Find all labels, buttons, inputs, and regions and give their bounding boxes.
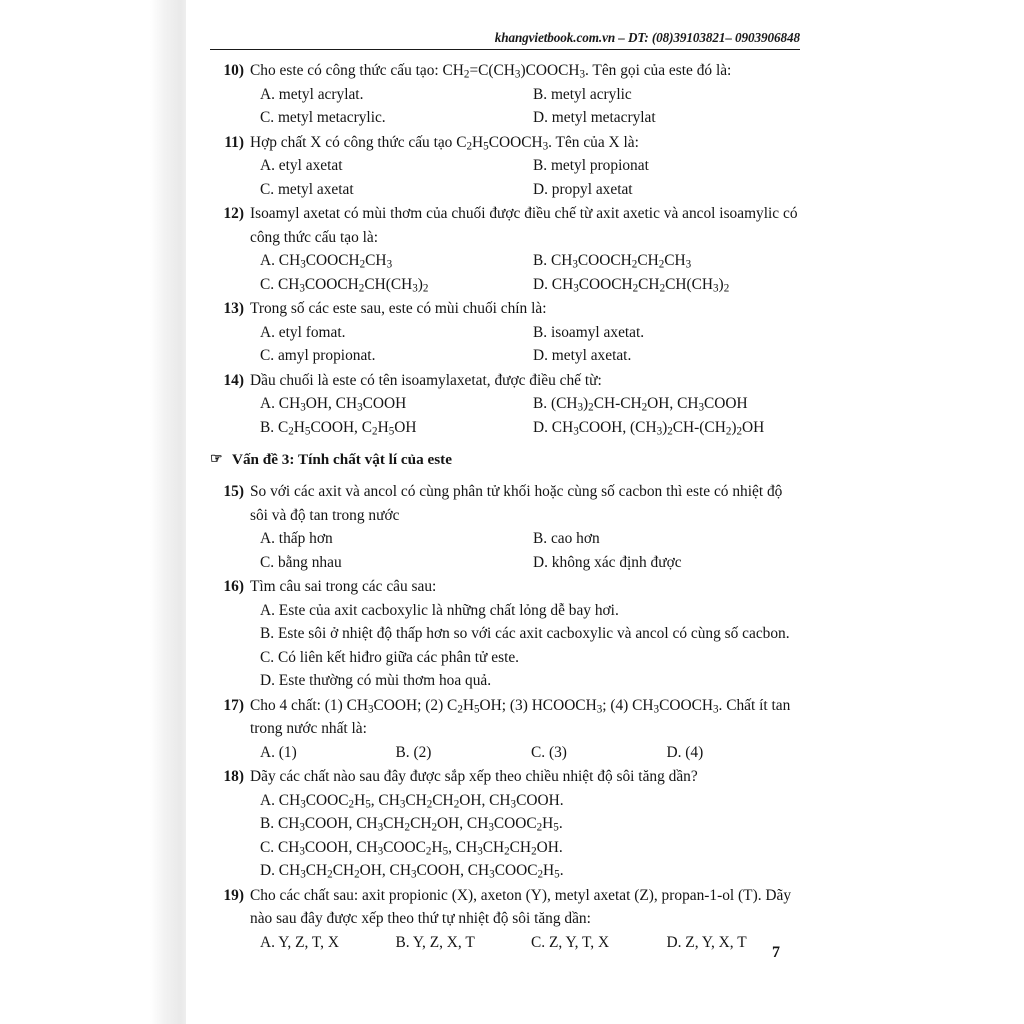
option-a[interactable]: A. Y, Z, T, X [260,933,339,951]
option-a[interactable]: A. $CH_3COOCH_2CH_3$ [260,252,393,271]
option-a[interactable]: A. etyl fomat. [260,323,346,341]
question-item [210,480,802,574]
option-d[interactable]: D. metyl metacrylat [533,109,656,126]
option-row [260,344,802,368]
question-text: Trong số các este sau, este có mùi chuối chín là: [250,300,547,317]
option-group [260,527,802,574]
option-b[interactable]: B. Y, Z, X, T [395,933,475,951]
option-d[interactable]: D. không xác định được [533,553,682,571]
option-row [260,599,802,623]
option-d[interactable]: D. Este thường có mùi thơm hoa quả. [260,672,492,689]
option-row [260,178,802,202]
option-row [260,789,802,813]
option-c[interactable]: C. $CH_3COOCH_2CH(CH_3)_2$ [260,275,429,294]
question-item [210,369,802,440]
option-d[interactable]: D. (4) [666,743,704,761]
option-c[interactable]: C. Có liên kết hiđro giữa các phân tử este. [260,648,520,666]
option-row [260,836,802,860]
option-group [260,83,802,130]
option-group [260,154,802,201]
question-text: Cho các chất sau: axit propionic (X), axeton (Y), metyl axetat (Z), propan-1-ol (T). Dãy nào sau đây được xếp theo thứ tự nhiệt độ sôi tăng dần: [250,886,792,927]
question-number: 17) [223,696,244,714]
option-group [260,599,802,693]
header-rule [210,49,800,50]
question-item [210,765,802,883]
option-c[interactable]: C. (3) [531,743,567,761]
option-a[interactable]: A. etyl axetat [260,157,343,174]
option-c[interactable]: C. metyl metacrylic. [260,109,386,126]
option-group [260,249,802,296]
question-number: 12) [223,205,244,222]
option-d[interactable]: D. $CH_3CH_2CH_2OH$, $CH_3COOH$, $CH_3COOC_2H_5$. [260,862,564,881]
option-row [260,622,802,646]
option-d[interactable]: D. metyl axetat. [533,347,632,364]
option-row [260,646,802,670]
option-a[interactable]: A. thấp hơn [260,530,333,547]
question-text: So với các axit và ancol có cùng phân tử khối hoặc cùng số cacbon thì este có nhiệt độ sôi và độ tan trong nước [250,483,783,524]
option-b[interactable]: B. cao hơn [533,530,600,547]
option-c[interactable]: C. amyl propionat. [260,347,376,364]
option-d[interactable]: D. $CH_3COOH$, $(CH_3)_2CH-(CH_2)_2OH$ [533,418,765,437]
option-row [260,859,802,883]
option-b[interactable]: B. metyl acrylic [533,85,632,103]
question-text: Cho 4 chất: (1) $CH_3COOH$; (2) $C_2H_5OH$; (3) $HCOOCH_3$; (4) $CH_3COOCH_3$. Chất ít tan trong nước nhất là: [250,696,791,737]
option-row [260,812,802,836]
question-list [210,59,802,954]
question-number: 19) [223,886,244,904]
question-number: 15) [223,483,244,500]
option-b[interactable]: B. $CH_3COOCH_2CH_2CH_3$ [533,252,692,271]
question-text: Isoamyl axetat có mùi thơm của chuối được điều chế từ axit axetic và ancol isoamylic có công thức cấu tạo là: [250,205,798,246]
question-number: 16) [223,578,244,595]
question-item [210,297,802,368]
option-row [260,321,802,345]
question-number: 11) [224,133,244,151]
option-row [260,154,802,178]
question-item [210,575,802,693]
question-text: Dãy các chất nào sau đây được sắp xếp theo chiều nhiệt độ sôi tăng dần? [250,768,698,785]
scan-margin-left [0,0,152,1024]
question-number: 13) [223,300,244,317]
page-content [210,0,802,961]
question-number: 18) [223,768,244,785]
option-row [260,416,802,440]
option-row [260,106,802,130]
option-c[interactable]: C. metyl axetat [260,180,354,198]
option-group [260,392,802,439]
option-c[interactable]: B. $C_2H_5COOH$, $C_2H_5OH$ [260,418,417,437]
option-c[interactable]: C. Z, Y, T, X [531,933,610,951]
question-text: Cho este có công thức cấu tạo: $CH_2=C(CH_3)COOCH_3$. Tên gọi của este đó là: [250,62,732,81]
option-a[interactable]: A. metyl acrylat. [260,85,364,103]
option-b[interactable]: B. $(CH_3)_2CH-CH_2OH$, $CH_3COOH$ [533,395,748,414]
section-heading [210,448,802,471]
question-number: 10) [223,62,244,79]
option-row [260,741,802,765]
question-number: 14) [223,371,244,389]
question-item [210,59,802,130]
option-a[interactable]: A. $CH_3OH$, $CH_3COOH$ [260,395,407,414]
option-group [260,741,802,765]
question-text: Tìm câu sai trong các câu sau: [250,578,437,595]
option-b[interactable]: B. metyl propionat [533,157,649,174]
option-b[interactable]: B. isoamyl axetat. [533,323,645,341]
page-number: 7 [772,944,780,961]
option-d[interactable]: D. Z, Y, X, T [666,933,747,951]
option-c[interactable]: C. bằng nhau [260,553,342,571]
option-row [260,392,802,416]
option-group [260,321,802,368]
option-row [260,249,802,273]
section-heading-label: Vấn đề 3: Tính chất vật lí của este [232,451,452,468]
option-b[interactable]: B. Este sôi ở nhiệt độ thấp hơn so với các axit cacboxylic và ancol có cùng số cacbon. [260,625,790,642]
pointing-hand-icon: ☞ [210,452,223,467]
question-text: Hợp chất X có công thức cấu tạo $C_2H_5COOCH_3$. Tên của X là: [250,133,639,152]
option-group [260,789,802,883]
option-d[interactable]: D. $CH_3COOCH_2CH_2CH(CH_3)_2$ [533,275,730,294]
option-row [260,273,802,297]
option-row [260,551,802,575]
option-row [260,527,802,551]
option-a[interactable]: A. Este của axit cacboxylic là những chất lỏng dễ bay hơi. [260,601,619,619]
question-text: Dầu chuối là este có tên isoamylaxetat, được điều chế từ: [250,371,602,389]
option-a[interactable]: A. (1) [260,743,297,761]
option-a[interactable]: A. $CH_3COOC_2H_5$, $CH_3CH_2CH_2OH$, $CH_3COOH$. [260,791,564,810]
option-d[interactable]: D. propyl axetat [533,180,633,198]
option-row [260,669,802,693]
question-item [210,694,802,765]
option-row [260,83,802,107]
question-item [210,202,802,296]
option-c[interactable]: C. $CH_3COOH$, $CH_3COOC_2H_5$, $CH_3CH_2CH_2OH$. [260,838,563,857]
option-b[interactable]: B. $CH_3COOH$, $CH_3CH_2CH_2OH$, $CH_3COOC_2H_5$. [260,815,563,834]
question-item [210,131,802,202]
option-b[interactable]: B. (2) [395,743,432,761]
running-head: khangvietbook.com.vn – DT: (08)39103821– 0903906848 [494,30,800,45]
